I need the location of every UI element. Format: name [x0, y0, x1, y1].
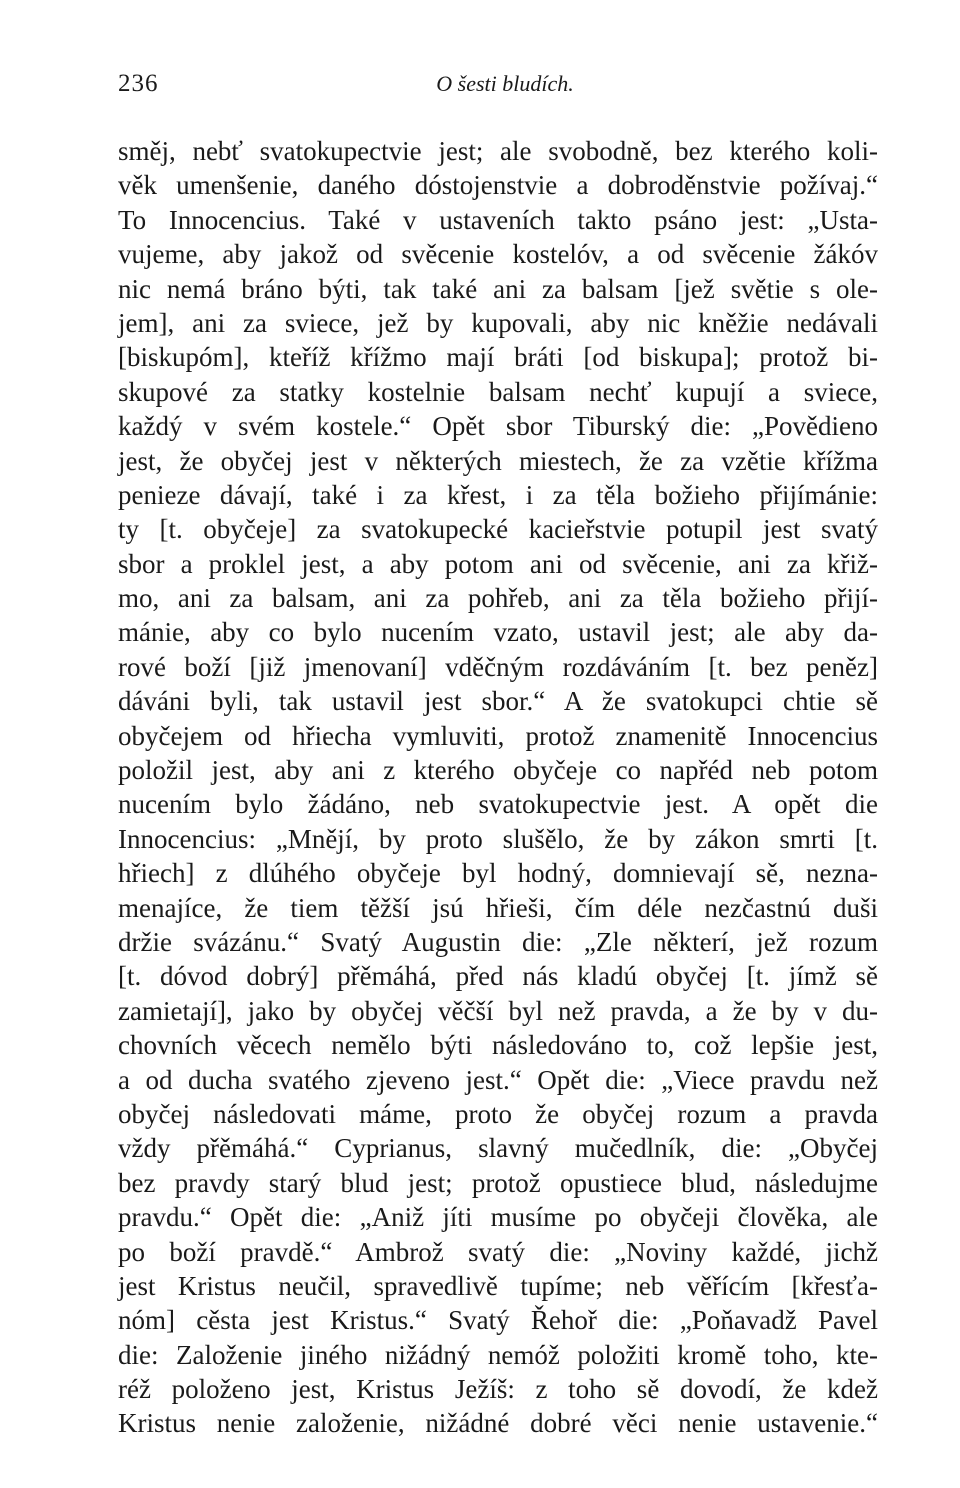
text-line: a od ducha svatého zjeveno jest.“ Opět die: „Viece pravdu než	[118, 1064, 878, 1095]
page-number: 236	[118, 70, 159, 97]
text-line: chovních věcech nemělo býti následováno to, což lepšie jest,	[118, 1030, 878, 1061]
text-line: skupové za statky kostelnie balsam nechť kupují a sviece,	[118, 376, 878, 407]
text-line: jest Kristus neučil, spravedlivě tupíme; neb věřícím [křesťa-	[118, 1270, 878, 1301]
text-line: To Innocencius. Také v ustaveních takto psáno jest: „Usta-	[118, 204, 878, 235]
text-line: pravdu.“ Opět die: „Aniž jíti musíme po obyčeji člověka, ale	[118, 1202, 878, 1233]
text-line: zamietají], jako by obyčej věčší byl než pravda, a že by v du-	[118, 995, 878, 1026]
text-line: mánie, aby co bylo nucením vzato, ustavil jest; ale aby da-	[118, 617, 878, 648]
text-line: každý v svém kostele.“ Opět sbor Tiburský die: „Povědieno	[118, 411, 878, 442]
text-line: nic nemá bráno býti, tak také ani za balsam [jež světie s ole-	[118, 273, 878, 304]
text-line: bez pravdy starý blud jest; protož opustiece blud, následujme	[118, 1167, 878, 1198]
text-line: hřiech] z dlúhého obyčeje byl hodný, domnievají sě, nezna-	[118, 858, 878, 889]
text-line: položil jest, aby ani z kterého obyčeje co napřéd neb potom	[118, 755, 878, 786]
text-line: [t. dóvod dobrý] přěmáhá, před nás kladú obyčej [t. jímž sě	[118, 961, 878, 992]
text-line: jest, že obyčej jest v některých miestech, že za vzětie křížma	[118, 445, 878, 476]
text-line: rové boží [již jmenovaní] vděčným rozdáváním [t. bez peněz]	[118, 651, 878, 682]
text-line: obyčej následovati máme, proto že obyčej rozum a pravda	[118, 1098, 878, 1129]
text-line: [biskupóm], kteříž křížmo mají bráti [od biskupa]; protož bi-	[118, 342, 878, 373]
text-line: směj, nebť svatokupectvie jest; ale svobodně, bez kterého koli-	[118, 136, 878, 166]
text-line: penieze dávají, také i za křest, i za těla božieho přijímánie:	[118, 479, 878, 510]
body-text	[118, 134, 878, 1441]
text-line: vujeme, aby jakož od svěcenie kostelóv, a od svěcenie žákóv	[118, 239, 878, 270]
text-line: die: Založenie jiného nižádný nemóž položiti kromě toho, kte-	[118, 1339, 878, 1370]
text-line: věk umenšenie, daného dóstojenstvie a dobroděnstvie požívaj.“	[118, 170, 878, 201]
text-line: menajíce, že tiem těžší jsú hřieši, čím déle nezčastnú duši	[118, 892, 878, 923]
text-line: ty [t. obyčeje] za svatokupecké kacieřstvie potupil jest svatý	[118, 514, 878, 545]
text-line: vždy přěmáhá.“ Cyprianus, slavný mučedlník, die: „Obyčej	[118, 1133, 878, 1164]
text-line: réž položeno jest, Kristus Ježíš: z toho sě dovodí, že kdež	[118, 1374, 878, 1405]
text-line: mo, ani za balsam, ani za pohřeb, ani za těla božieho přijí-	[118, 583, 878, 614]
text-line: Innocencius: „Mnějí, by proto slušělo, že by zákon smrti [t.	[118, 823, 878, 854]
text-line: sbor a proklel jest, a aby potom ani od svěcenie, ani za křiž-	[118, 548, 878, 579]
page-header	[118, 70, 878, 104]
text-line: Kristus nenie založenie, nižádné dobré věci nenie ustavenie.“	[118, 1408, 878, 1439]
text-line: po boží pravdě.“ Ambrož svatý die: „Noviny každé, jichž	[118, 1236, 878, 1267]
text-line: obyčejem od hřiecha vymluviti, protož znamenitě Innocencius	[118, 720, 878, 751]
text-line: nucením bylo žádáno, neb svatokupectvie jest. A opět die	[118, 789, 878, 820]
running-title: O šesti bludích.	[436, 71, 574, 96]
text-line: jem], ani za sviece, jež by kupovali, aby nic kněžie nedávali	[118, 307, 878, 338]
text-line: držie svázánu.“ Svatý Augustin die: „Zle některí, jež rozum	[118, 926, 878, 957]
text-line: nóm] cěsta jest Kristus.“ Svatý Řehoř die: „Poňavadž Pavel	[118, 1305, 878, 1336]
text-line: dáváni byli, tak ustavil jest sbor.“ A že svatokupci chtie sě	[118, 686, 878, 717]
